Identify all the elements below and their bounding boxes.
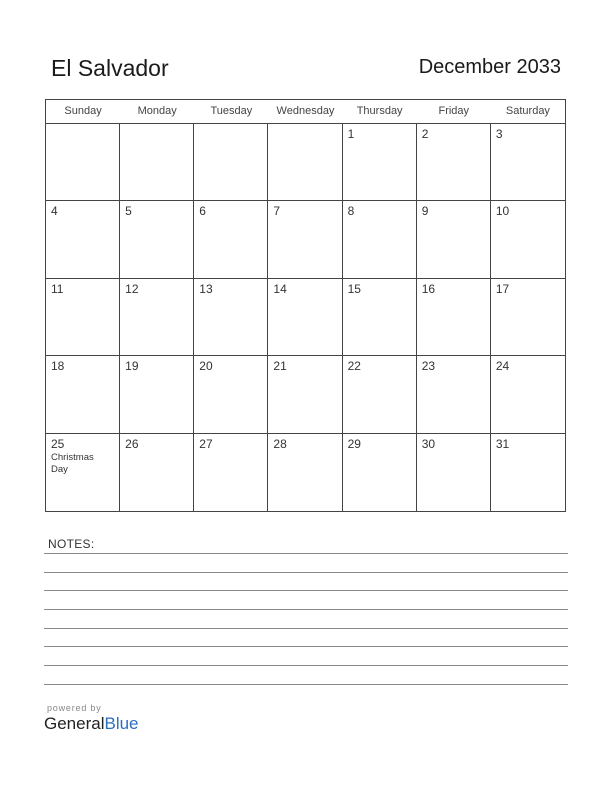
day-cell [46, 279, 120, 356]
date-number: 14 [273, 281, 287, 296]
day-cell [46, 356, 120, 433]
day-cell [46, 434, 120, 511]
day-cell [417, 356, 491, 433]
date-number: 30 [421, 436, 436, 451]
day-cell [417, 434, 491, 511]
date-number: 21 [273, 359, 287, 374]
date-number: 29 [347, 436, 361, 451]
date-number: 31 [495, 436, 510, 451]
date-number: 5 [125, 204, 132, 219]
weekday-saturday: Saturday [505, 105, 550, 117]
note-line [44, 572, 568, 573]
date-number: 27 [199, 436, 213, 451]
date-number: 17 [495, 281, 510, 296]
date-number: 23 [421, 359, 436, 374]
note-line [44, 628, 568, 629]
date-number: 8 [347, 204, 355, 219]
day-cell [194, 356, 268, 433]
day-cell [491, 434, 565, 511]
day-cell [268, 434, 342, 511]
day-cell [417, 279, 491, 356]
weeks-grid [46, 124, 565, 511]
note-line [44, 646, 568, 647]
day-cell [120, 434, 194, 511]
date-number: 10 [495, 204, 510, 219]
day-cell [268, 356, 342, 433]
day-cell [417, 201, 491, 278]
note-line [44, 665, 568, 666]
date-number: 13 [199, 281, 213, 296]
day-cell [194, 201, 268, 278]
date-number: 25 [51, 436, 65, 451]
date-number: 15 [347, 281, 361, 296]
day-cell [46, 201, 120, 278]
date-number: 24 [495, 359, 510, 374]
brand-blue: Blue [104, 714, 139, 733]
brand-name [44, 714, 139, 734]
generalblue-logo [44, 703, 139, 734]
day-cell [120, 124, 194, 201]
day-cell [194, 279, 268, 356]
day-cell [268, 124, 342, 201]
day-cell [491, 124, 565, 201]
date-number: 2 [421, 127, 429, 141]
day-cell [491, 279, 565, 356]
note-line [44, 590, 568, 591]
date-number: 28 [273, 436, 287, 451]
notes-label: NOTES: [48, 537, 95, 551]
month-title: December 2033 [418, 56, 561, 78]
day-cell [343, 356, 417, 433]
weekday-friday: Friday [438, 105, 470, 117]
date-number: 3 [495, 127, 503, 141]
day-cell [491, 201, 565, 278]
day-cell [417, 124, 491, 201]
day-cell [268, 201, 342, 278]
date-number: 4 [51, 204, 58, 219]
day-cell [194, 124, 268, 201]
weekday-tuesday: Tuesday [210, 105, 253, 117]
day-cell [343, 279, 417, 356]
date-number: 7 [273, 204, 281, 219]
weekday-thursday: Thursday [356, 105, 403, 117]
date-number: 20 [199, 359, 213, 374]
date-number: 16 [421, 281, 436, 296]
day-cell [120, 279, 194, 356]
day-cell [120, 356, 194, 433]
date-number: 6 [199, 204, 206, 219]
day-cell [343, 124, 417, 201]
day-cell [46, 124, 120, 201]
day-cell [268, 279, 342, 356]
date-number: 18 [51, 359, 65, 374]
day-cell [120, 201, 194, 278]
day-cell [343, 201, 417, 278]
weekday-wednesday: Wednesday [276, 105, 335, 117]
country-title: El Salvador [51, 55, 169, 81]
powered-by-text: powered by [47, 703, 102, 713]
date-number: 9 [421, 204, 429, 219]
day-cell [194, 434, 268, 511]
weekday-monday: Monday [137, 105, 177, 117]
date-number: 11 [51, 281, 64, 296]
note-line [44, 684, 568, 685]
note-line [44, 553, 568, 554]
day-cell [491, 356, 565, 433]
brand-general: General [44, 714, 105, 733]
day-cell [343, 434, 417, 511]
holiday-label: Christmas Day [51, 451, 94, 475]
date-number: 19 [125, 359, 139, 374]
weekday-header [46, 100, 565, 124]
date-number: 22 [347, 359, 361, 374]
date-number: 26 [125, 436, 139, 451]
calendar-grid [45, 99, 566, 512]
date-number: 12 [125, 281, 139, 296]
date-number: 1 [347, 127, 355, 141]
weekday-sunday: Sunday [64, 105, 102, 117]
note-line [44, 609, 568, 610]
